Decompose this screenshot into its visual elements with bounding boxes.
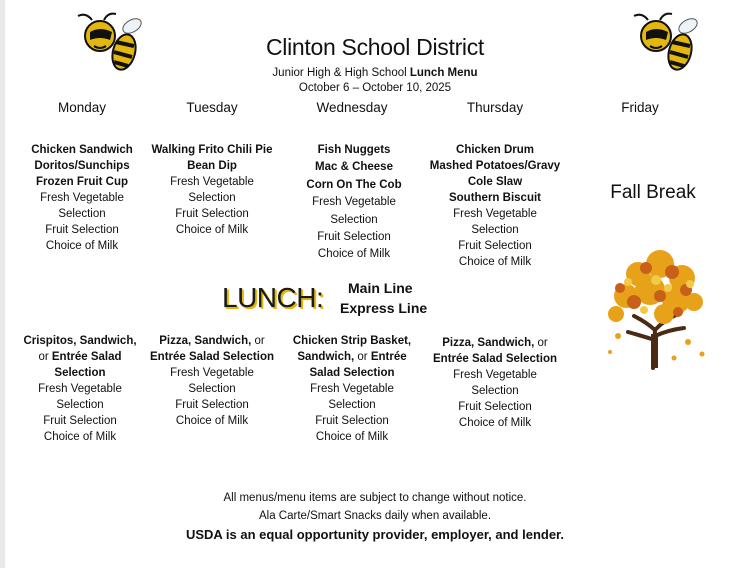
day-monday: Monday [57,100,107,115]
menu-item: Fruit Selection [458,240,532,252]
menu-item: Selection [54,367,106,379]
menu-text: or [38,351,52,363]
menu-item: Fruit Selection [458,401,532,413]
main-line-label: Main Line [348,280,413,296]
menu-item: Selection [328,399,376,411]
menu-item: Selection [188,383,236,395]
express-line-label: Express Line [340,300,428,316]
menu-item: Chicken Sandwich [31,144,133,156]
day-friday: Friday [621,100,659,115]
menu-text: or [251,335,265,347]
menu-item: Fruit Selection [45,224,119,236]
menu-item: Choice of Milk [458,256,532,268]
footer-line-2: Ala Carte/Smart Snacks daily when available. [258,510,492,522]
footer-line-1: All menus/menu items are subject to change without notice. [223,492,527,504]
menu-item [142,333,282,349]
menu-item: Cole Slaw [467,176,523,188]
menu-item: Frozen Fruit Cup [36,176,128,188]
page-title: Clinton School District [265,34,485,60]
day-thursday: Thursday [466,100,524,115]
menu-subtitle [0,67,750,79]
menu-text-bold: Entrée Salad [51,351,122,363]
menu-item: Fish Nuggets [317,144,391,156]
menu-item: Fruit Selection [317,231,391,244]
menu-item: Fruit Selection [175,208,249,220]
menu-item: Walking Frito Chili Pie [151,144,273,156]
menu-header [0,34,750,94]
menu-item: Chicken Drum [456,144,534,156]
lunch-label: LUNCH: [222,282,324,313]
menu-item: Fruit Selection [43,415,117,427]
menu-wednesday-bottom [282,333,422,445]
menu-text-bold: Entrée [370,351,407,363]
menu-tuesday-top [142,142,282,238]
menu-item: Mashed Potatoes/Gravy [429,160,561,172]
menu-text-bold: Sandwich, [297,351,355,363]
menu-monday-bottom [10,333,150,445]
menu-item: Choice of Milk [315,431,389,443]
day-tuesday: Tuesday [186,100,238,115]
menu-item: Doritos/Sunchips [34,160,130,172]
subtitle-text: Junior High & High School [272,67,410,79]
menu-item: Salad Selection [309,367,395,379]
menu-item: Fresh Vegetable [312,196,396,209]
menu-item: Fresh Vegetable [453,369,537,381]
menu-item: Choice of Milk [45,240,119,252]
menu-thursday-top [425,142,565,270]
menu-item: Selection [188,192,236,204]
menu-item: Selection [58,208,106,220]
menu-item: Southern Biscuit [448,192,541,204]
fall-break-note: Fall Break [610,182,696,203]
menu-wednesday-top [284,142,424,264]
autumn-tree-icon [598,244,714,372]
menu-item: Fresh Vegetable [170,367,254,379]
subtitle-bold: Lunch Menu [409,67,478,79]
menu-text-bold: Pizza, Sandwich, [159,335,252,347]
menu-item [10,349,150,365]
menu-item: Fresh Vegetable [310,383,394,395]
menu-item: Fruit Selection [175,399,249,411]
usda-statement: USDA is an equal opportunity provider, employer, and lender. [185,527,565,542]
menu-item: Fresh Vegetable [170,176,254,188]
menu-item: Selection [471,385,519,397]
menu-item: Crispitos, Sandwich, [23,335,137,347]
menu-item [425,335,565,351]
menu-item [282,349,422,365]
menu-item: Choice of Milk [317,248,391,261]
menu-item: Corn On The Cob [306,178,402,191]
menu-item: Mac & Cheese [315,161,393,174]
menu-item: Selection [56,399,104,411]
menu-item: Selection [330,213,378,226]
menu-thursday-bottom [425,335,565,431]
menu-text-bold: Pizza, Sandwich, [442,337,535,349]
menu-item: Entrée Salad Selection [433,353,557,365]
menu-item: Entrée Salad Selection [150,351,274,363]
menu-item: Choice of Milk [175,224,249,236]
menu-item: Fresh Vegetable [40,192,124,204]
menu-text: or [354,351,371,363]
menu-item: Chicken Strip Basket, [292,335,412,347]
menu-monday-top [12,142,152,254]
menu-item: Choice of Milk [175,415,249,427]
menu-text: or [534,337,548,349]
menu-item: Bean Dip [187,160,237,172]
menu-item: Fresh Vegetable [38,383,122,395]
menu-dates: October 6 – October 10, 2025 [298,82,452,94]
day-wednesday: Wednesday [316,100,388,115]
menu-item: Fresh Vegetable [453,208,537,220]
menu-item: Selection [471,224,519,236]
menu-tuesday-bottom [142,333,282,429]
menu-item: Choice of Milk [43,431,117,443]
menu-item: Fruit Selection [315,415,389,427]
menu-item: Choice of Milk [458,417,532,429]
